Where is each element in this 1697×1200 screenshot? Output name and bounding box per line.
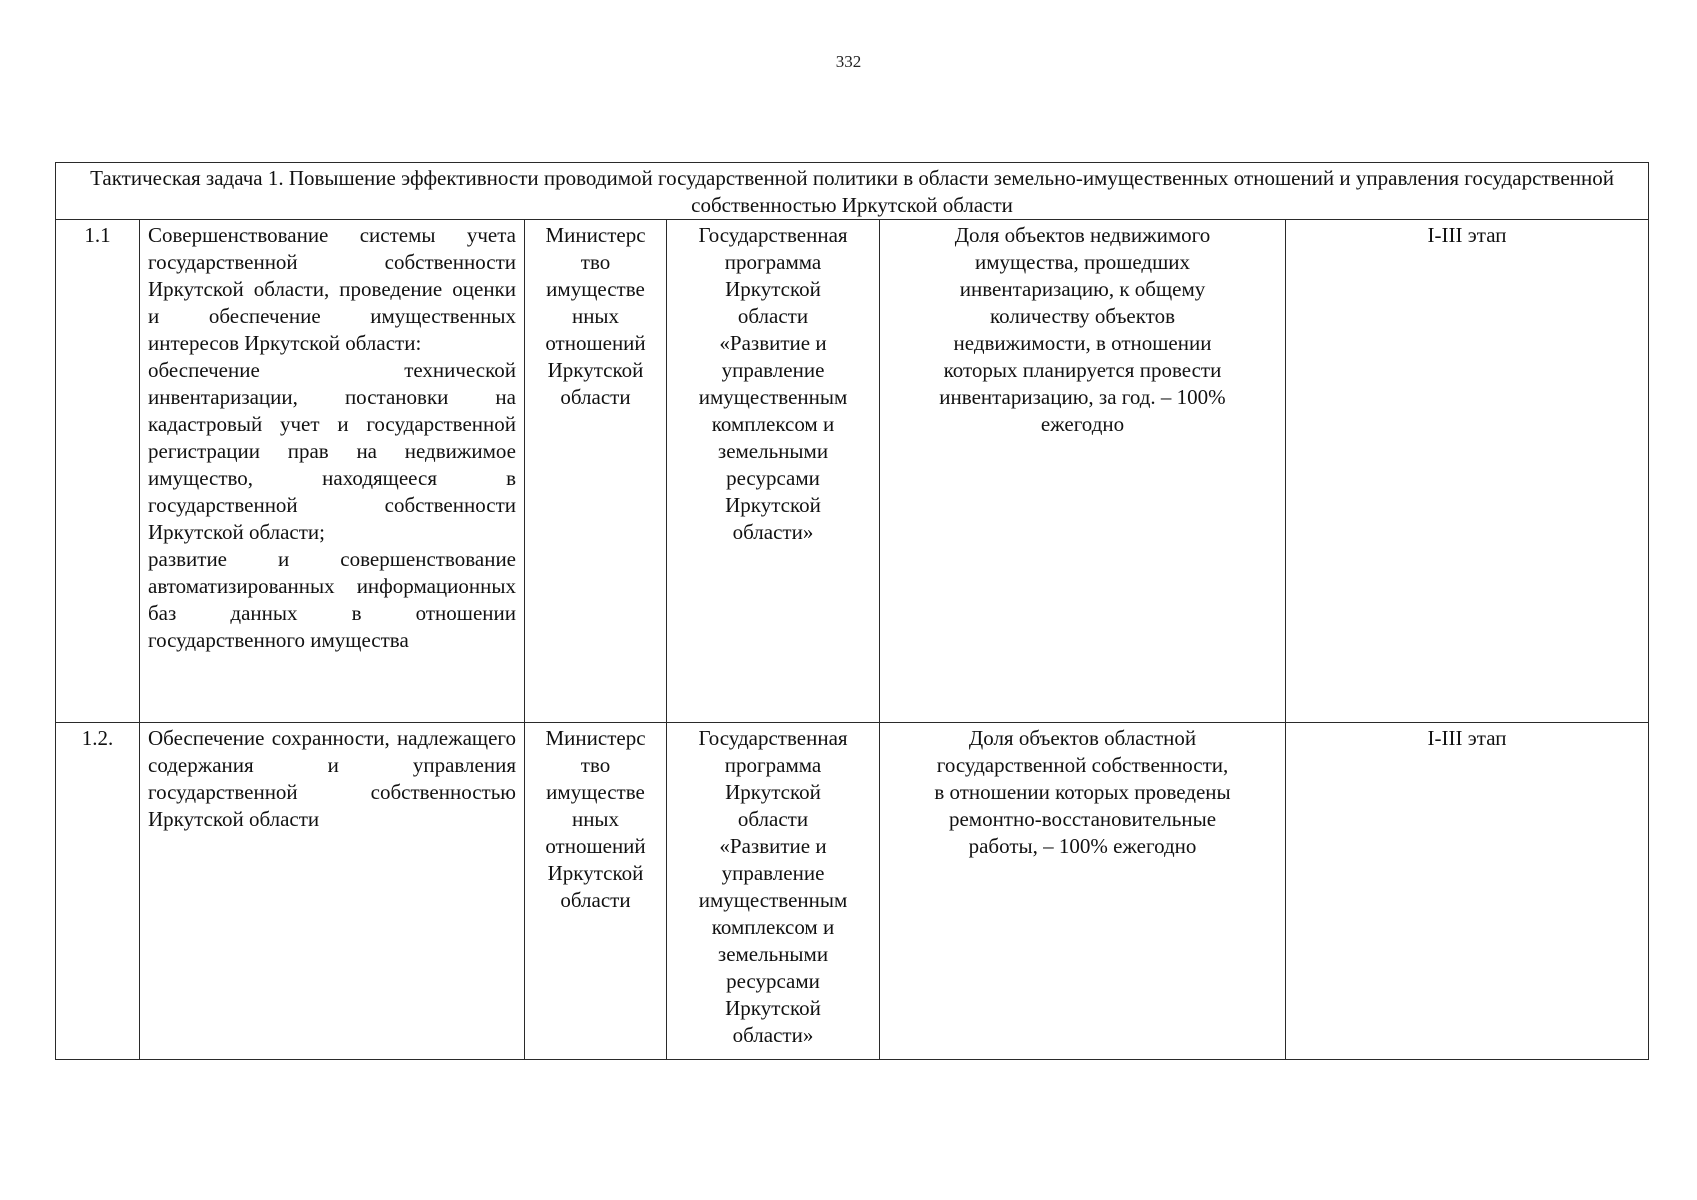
program-line: области (737, 304, 809, 328)
program-line: «Развитие и (719, 331, 827, 355)
description-paragraph: развитие и совершенствование автоматизированных информационных баз данных в отношении государственного имущества (148, 547, 516, 652)
program-line: управление (721, 358, 825, 382)
program-line: Иркутской (725, 780, 821, 804)
implementation-stage: I-III этап (1286, 220, 1649, 723)
ministry-line: Иркутской (547, 861, 644, 885)
indicator-line: Доля объектов областной (968, 726, 1197, 750)
program-line: комплексом и (711, 412, 835, 436)
indicator-line: ежегодно (1040, 412, 1125, 436)
program-line: области» (732, 520, 814, 544)
row-number: 1.2. (56, 723, 140, 1060)
state-program (667, 220, 880, 723)
program-line: Государственная (698, 726, 848, 750)
program-line: управление (721, 861, 825, 885)
ministry-line: Иркутской (547, 358, 644, 382)
program-line: Иркутской (725, 493, 821, 517)
implementation-stage: I-III этап (1286, 723, 1649, 1060)
indicator-line: инвентаризацию, за год. – 100% (939, 385, 1226, 409)
ministry-line: нных (571, 807, 620, 831)
program-line: Государственная (698, 223, 848, 247)
indicator-line: в отношении которых проведены (934, 780, 1231, 804)
program-line: программа (724, 753, 822, 777)
program-line: имущественным (698, 888, 848, 912)
ministry-line: области (560, 385, 631, 409)
target-indicator (880, 220, 1286, 723)
program-line: Иркутской (725, 996, 821, 1020)
ministry-line: Министерс (545, 726, 646, 750)
indicator-line: работы, – 100% ежегодно (968, 834, 1197, 858)
indicator-line: государственной собственности, (936, 753, 1229, 777)
program-line: ресурсами (726, 969, 820, 993)
indicator-line: ремонтно-восстановительные (948, 807, 1217, 831)
ministry-line: отношений (545, 834, 646, 858)
ministry-line: тво (580, 753, 611, 777)
description-paragraph: обеспечение технической инвентаризации, постановки на кадастровый учет и государственной регистрации прав на недвижимое имущество, находящееся в государственной собственности Иркутской области; (148, 358, 516, 544)
table-row (56, 220, 1649, 723)
measure-description (140, 723, 525, 1060)
ministry-line: отношений (545, 331, 646, 355)
indicator-line: имущества, прошедших (974, 250, 1191, 274)
indicator-line: инвентаризацию, к общему (959, 277, 1206, 301)
ministry-line: области (560, 888, 631, 912)
row-number: 1.1 (56, 220, 140, 723)
program-line: имущественным (698, 385, 848, 409)
responsible-ministry (525, 220, 667, 723)
task-heading-row (56, 163, 1649, 220)
table-row (56, 723, 1649, 1060)
ministry-line: тво (580, 250, 611, 274)
ministry-line: имуществе (546, 277, 645, 301)
measure-description (140, 220, 525, 723)
program-line: комплексом и (711, 915, 835, 939)
description-paragraph: Обеспечение сохранности, надлежащего содержания и управления государственной собственностью Иркутской области (148, 726, 516, 831)
indicator-line: Доля объектов недвижимого (954, 223, 1211, 247)
measures-table (55, 162, 1649, 1060)
program-line: «Развитие и (719, 834, 827, 858)
target-indicator (880, 723, 1286, 1060)
program-line: области» (732, 1023, 814, 1047)
description-paragraph: Совершенствование системы учета государственной собственности Иркутской области, проведение оценки и обеспечение имущественных интересов Иркутской области: (148, 223, 516, 355)
indicator-line: количеству объектов (989, 304, 1175, 328)
program-line: земельными (717, 439, 829, 463)
program-line: Иркутской (725, 277, 821, 301)
ministry-line: имуществе (546, 780, 645, 804)
task-heading: Тактическая задача 1. Повышение эффективности проводимой государственной политики в области земельно-имущественных отношений и управления государственной собственностью Иркутской области (56, 163, 1649, 220)
state-program (667, 723, 880, 1060)
page-number: 332 (835, 52, 862, 71)
program-line: ресурсами (726, 466, 820, 490)
ministry-line: Министерс (545, 223, 646, 247)
program-line: области (737, 807, 809, 831)
indicator-line: которых планируется провести (943, 358, 1222, 382)
responsible-ministry (525, 723, 667, 1060)
program-line: программа (724, 250, 822, 274)
indicator-line: недвижимости, в отношении (953, 331, 1212, 355)
ministry-line: нных (571, 304, 620, 328)
program-line: земельными (717, 942, 829, 966)
